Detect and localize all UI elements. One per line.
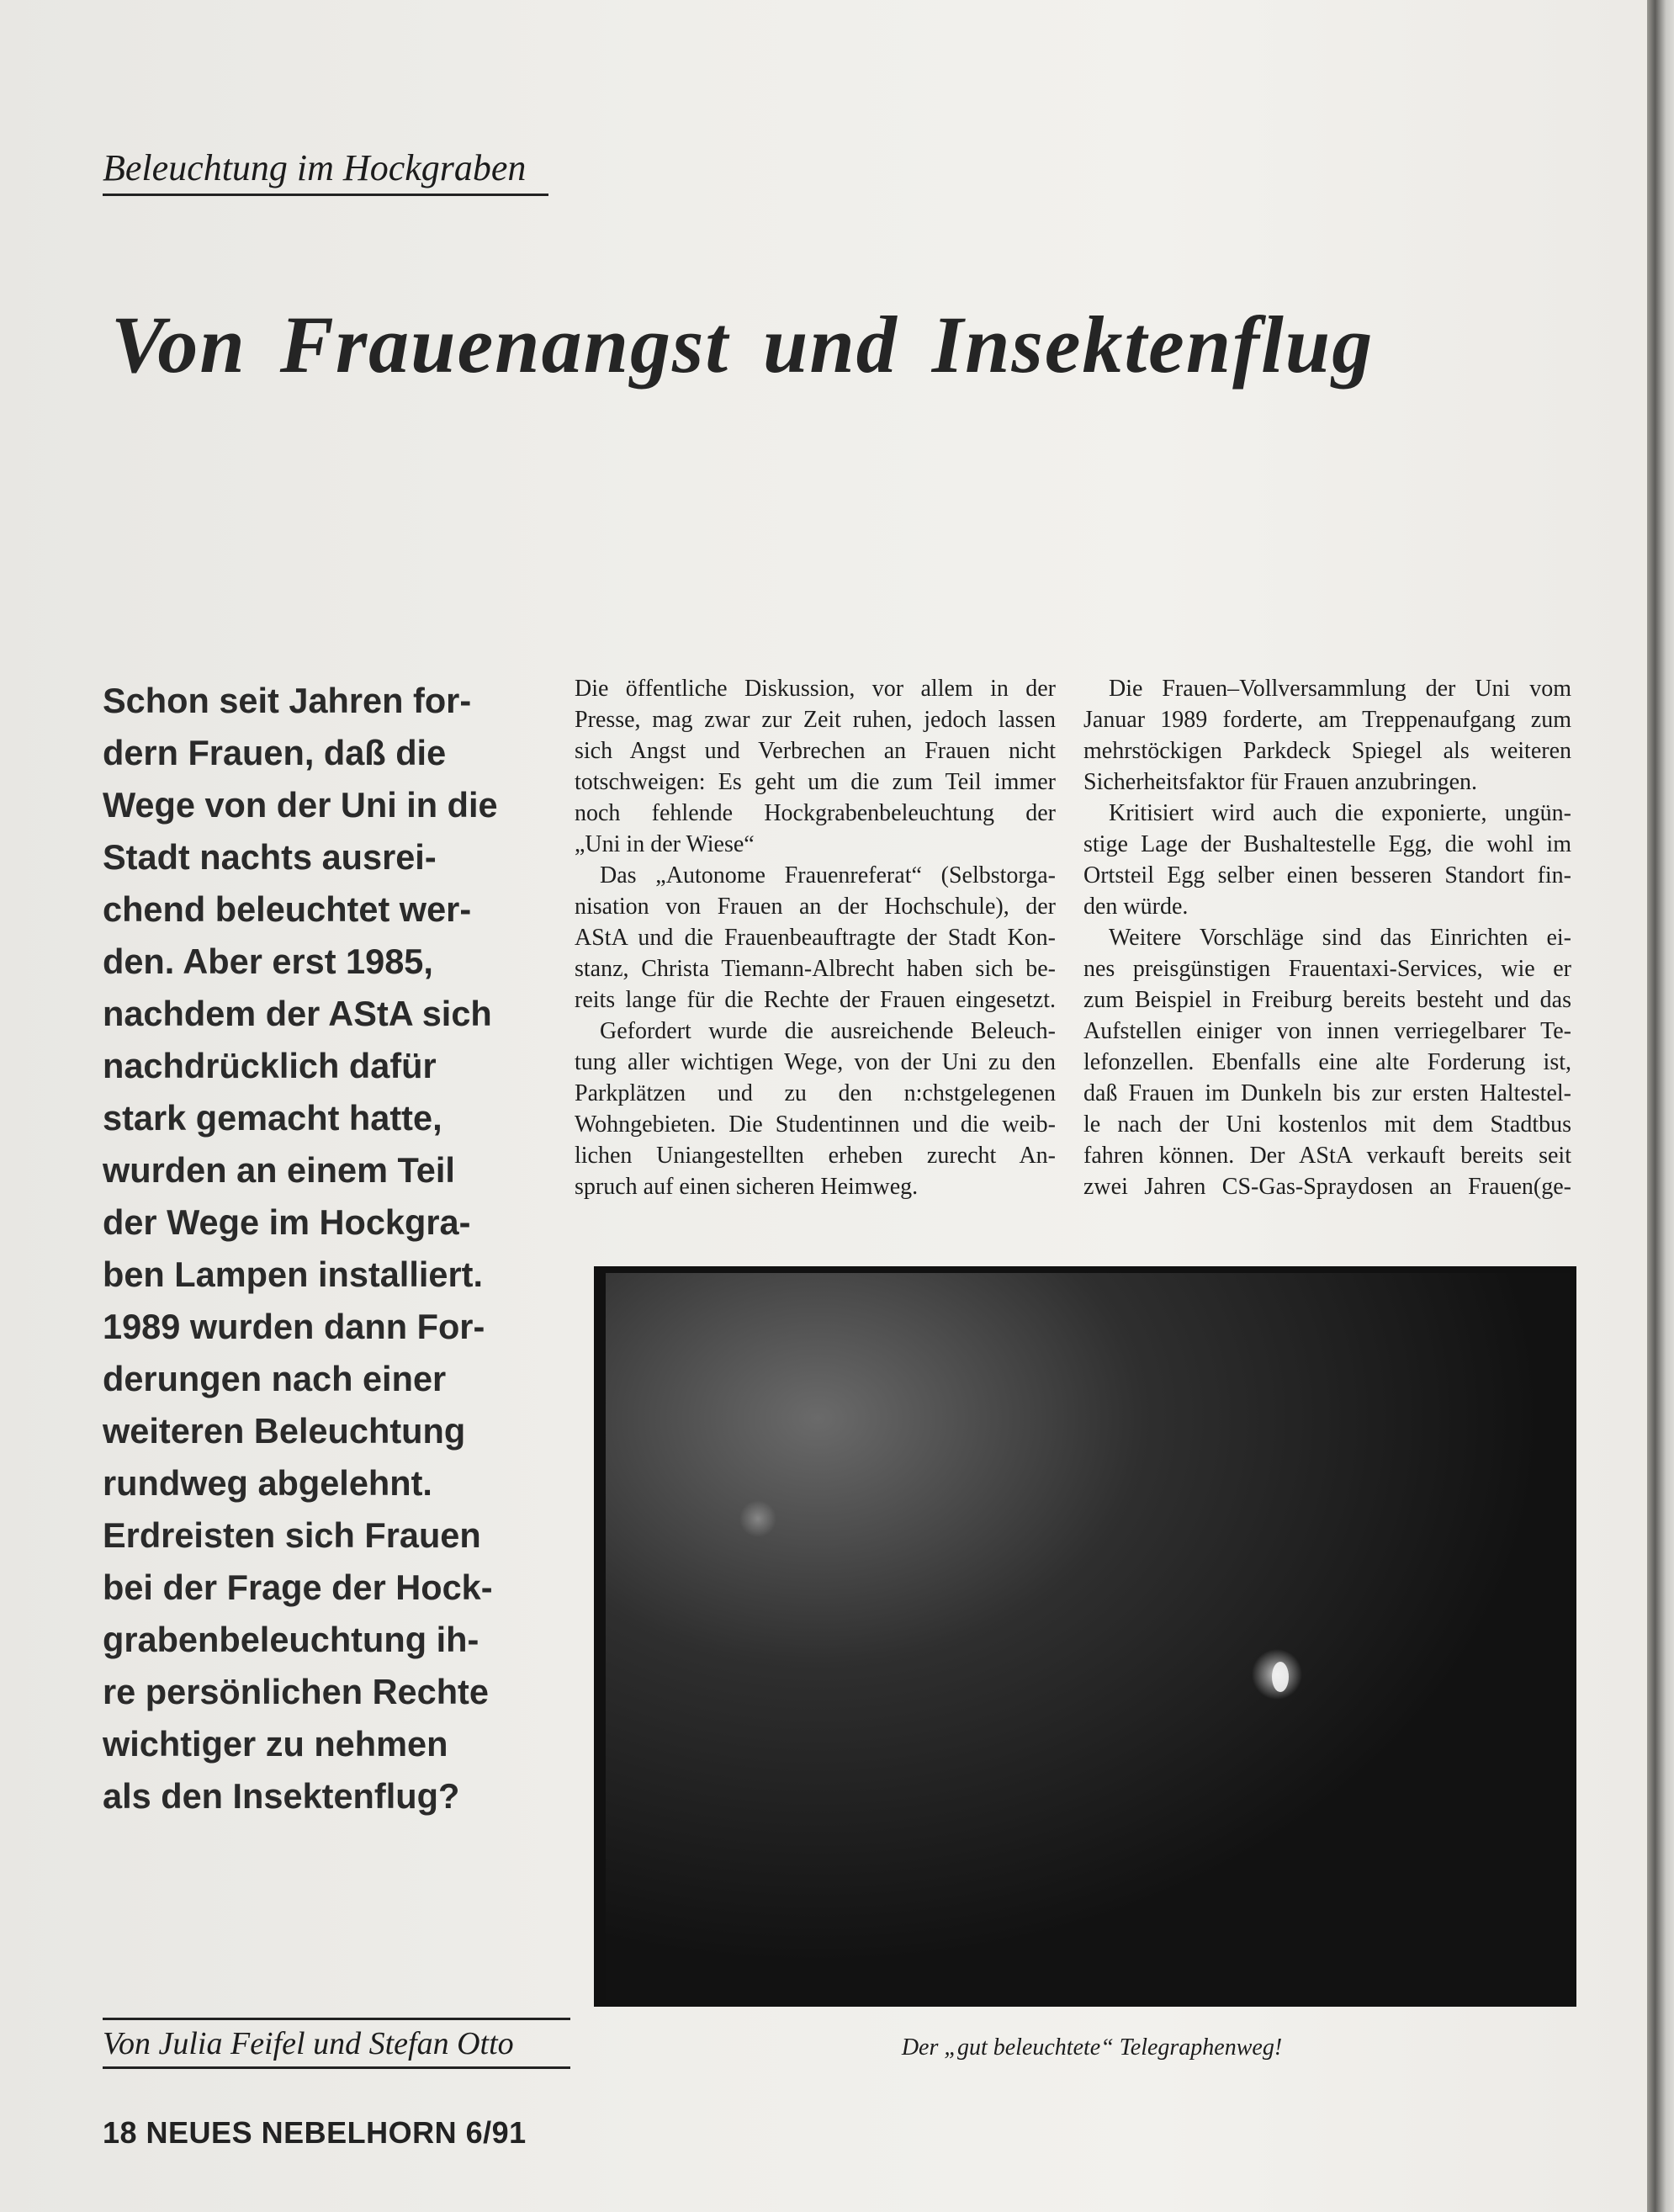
body-line: daß Frauen im Dunkeln bis zur ersten Haltestel- bbox=[1083, 1080, 1571, 1106]
lead-line: Stadt nachts ausrei- bbox=[103, 837, 437, 877]
body-line: zum Beispiel in Freiburg bereits besteht und das bbox=[1083, 987, 1571, 1013]
article-headline: Von Frauenangst und Insektenflug bbox=[111, 300, 1375, 390]
byline-rule-top bbox=[103, 2018, 570, 2020]
lead-line: Wege von der Uni in die bbox=[103, 785, 498, 825]
lead-line: derungen nach einer bbox=[103, 1359, 447, 1398]
lead-line: nachdrücklich dafür bbox=[103, 1046, 437, 1085]
byline bbox=[103, 2018, 570, 2071]
body-line: mehrstöckigen Parkdeck Spiegel als weiteren bbox=[1083, 738, 1571, 764]
body-line: le nach der Uni kostenlos mit dem Stadtbus bbox=[1083, 1111, 1571, 1138]
body-line: stige Lage der Bushaltestelle Egg, die wohl im bbox=[1083, 831, 1571, 857]
body-line: Ortsteil Egg selber einen besseren Standort fin- bbox=[1083, 862, 1571, 889]
lead-line: den. Aber erst 1985, bbox=[103, 942, 433, 981]
body-column-3 bbox=[1083, 673, 1571, 1202]
lead-line: der Wege im Hockgra- bbox=[103, 1202, 471, 1242]
page-footer: 18 NEUES NEBELHORN 6/91 bbox=[103, 2115, 527, 2150]
body-line: zwei Jahren CS-Gas-Spraydosen an Frauen(ge- bbox=[1083, 1174, 1571, 1200]
body-line: nes preisgünstigen Frauentaxi-Services, wie er bbox=[1083, 956, 1571, 982]
body-line: stanz, Christa Tiemann-Albrecht haben sich be- bbox=[575, 956, 1056, 982]
lead-line: bei der Frage der Hock- bbox=[103, 1567, 493, 1607]
lead-line: chend beleuchtet wer- bbox=[103, 889, 472, 929]
lead-line: weiteren Beleuchtung bbox=[103, 1411, 466, 1451]
body-line: Parkplätzen und zu den n:chstgelegenen bbox=[575, 1080, 1056, 1106]
body-line: Presse, mag zwar zur Zeit ruhen, jedoch lassen bbox=[575, 707, 1056, 733]
body-line: Januar 1989 forderte, am Treppenaufgang zum bbox=[1083, 707, 1571, 733]
lead-line: wurden an einem Teil bbox=[103, 1150, 455, 1190]
body-line: „Uni in der Wiese“ bbox=[575, 831, 755, 857]
lead-paragraph bbox=[103, 675, 574, 1822]
body-line: lichen Uniangestellten erheben zurecht An- bbox=[575, 1143, 1056, 1169]
distant-light bbox=[739, 1500, 776, 1537]
body-line: Kritisiert wird auch die exponierte, ungün- bbox=[1109, 800, 1571, 826]
body-line: lefonzellen. Ebenfalls eine alte Forderung ist, bbox=[1083, 1049, 1571, 1075]
body-line: AStA und die Frauenbeauftragte der Stadt Kon- bbox=[575, 925, 1056, 951]
body-line: Das „Autonome Frauenreferat“ (Selbstorga- bbox=[600, 862, 1056, 889]
lead-line: Schon seit Jahren for- bbox=[103, 681, 472, 720]
body-line: Aufstellen einiger von innen verriegelbarer Te- bbox=[1083, 1018, 1571, 1044]
body-line: fahren können. Der AStA verkauft bereits seit bbox=[1083, 1143, 1571, 1169]
body-line: Wohngebieten. Die Studentinnen und die weib- bbox=[575, 1111, 1056, 1138]
body-line: Weitere Vorschläge sind das Einrichten ei- bbox=[1109, 925, 1571, 951]
body-column-2 bbox=[575, 673, 1056, 1202]
lead-line: als den Insektenflug? bbox=[103, 1776, 460, 1816]
body-line: totschweigen: Es geht um die zum Teil immer bbox=[575, 769, 1056, 795]
lead-line: nachdem der AStA sich bbox=[103, 994, 492, 1033]
body-line: Sicherheitsfaktor für Frauen anzubringen. bbox=[1083, 769, 1478, 795]
body-line: sich Angst und Verbrechen an Frauen nicht bbox=[575, 738, 1056, 764]
lead-line: ben Lampen installiert. bbox=[103, 1255, 483, 1294]
body-line: Die öffentliche Diskussion, vor allem in der bbox=[575, 676, 1056, 702]
section-kicker: Beleuchtung im Hockgraben bbox=[103, 145, 548, 196]
body-line: den würde. bbox=[1083, 894, 1189, 920]
body-line: Gefordert wurde die ausreichende Beleuch- bbox=[600, 1018, 1056, 1044]
body-line: Die Frauen–Vollversammlung der Uni vom bbox=[1109, 676, 1571, 702]
photo-caption: Der „gut beleuchtete“ Telegraphenweg! bbox=[901, 2034, 1283, 2061]
page-edge-shadow bbox=[1647, 0, 1674, 2212]
body-line: reits lange für die Rechte der Frauen eingesetzt. bbox=[575, 987, 1056, 1013]
body-line: tung aller wichtigen Wege, von der Uni zu den bbox=[575, 1049, 1056, 1075]
byline-rule-bottom bbox=[103, 2066, 570, 2069]
body-line: noch fehlende Hockgrabenbeleuchtung der bbox=[575, 800, 1056, 826]
lead-line: 1989 wurden dann For- bbox=[103, 1307, 485, 1346]
night-photo bbox=[594, 1266, 1576, 2007]
lead-line: stark gemacht hatte, bbox=[103, 1098, 442, 1138]
lead-line: wichtiger zu nehmen bbox=[103, 1724, 448, 1764]
lead-line: dern Frauen, daß die bbox=[103, 733, 447, 772]
lead-line: re persönlichen Rechte bbox=[103, 1672, 489, 1711]
lead-line: rundweg abgelehnt. bbox=[103, 1463, 432, 1503]
body-line: nisation von Frauen an der Hochschule), der bbox=[575, 894, 1056, 920]
body-line: spruch auf einen sicheren Heimweg. bbox=[575, 1174, 919, 1200]
byline-text: Von Julia Feifel und Stefan Otto bbox=[103, 2026, 514, 2061]
lead-line: Erdreisten sich Frauen bbox=[103, 1515, 481, 1555]
lead-line: grabenbeleuchtung ih- bbox=[103, 1620, 479, 1659]
